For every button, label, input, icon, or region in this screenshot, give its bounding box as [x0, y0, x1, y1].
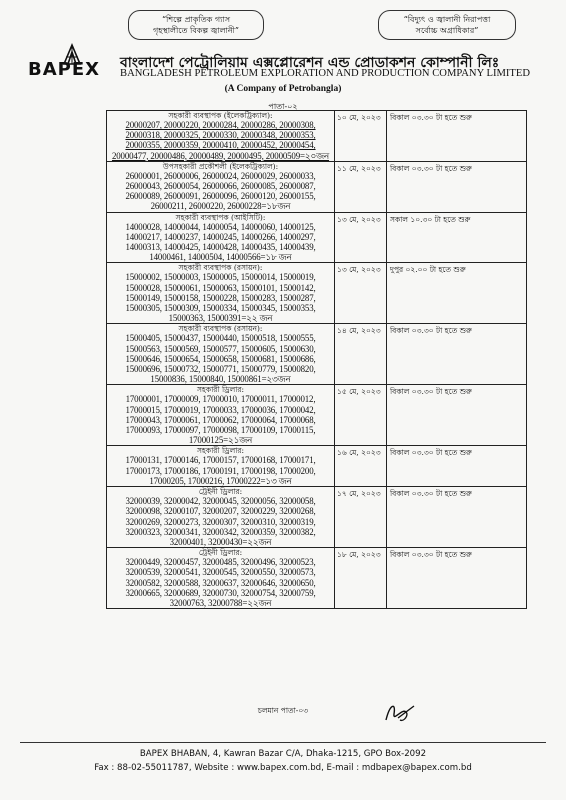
exam-date: ১৩ মে, ২০২৩ — [335, 212, 387, 263]
schedule-row — [107, 487, 527, 548]
company-name-english: BANGLADESH PETROLEUM EXPLORATION AND PRODUCTION COMPANY LIMITED — [120, 68, 531, 79]
roll-numbers-line: 32000763, 32000788=২২জন — [169, 597, 272, 608]
slogan-left — [128, 10, 264, 40]
roll-numbers-line: 32000582, 32000588, 32000637, 32000646, 32000650, — [125, 577, 316, 588]
schedule-row — [107, 161, 527, 212]
schedule-row — [107, 111, 527, 162]
schedule-row — [107, 548, 527, 609]
roll-numbers-line: 15000696, 15000732, 15000771, 15000779, 15000820, — [125, 364, 316, 375]
schedule-row — [107, 446, 527, 487]
roll-numbers-line: 14000217, 14000237, 14000245, 14000266, 14000297, — [125, 231, 316, 242]
roll-numbers-line: 32000323, 32000341, 32000342, 32000359, 32000382, — [125, 526, 316, 537]
roll-numbers-line: 17000131, 17000146, 17000157, 17000168, 17000171, — [125, 455, 316, 466]
roll-numbers-line: 17000173, 17000186, 17000191, 17000198, 17000200, — [125, 465, 316, 476]
roll-numbers-line: 15000028, 15000061, 15000063, 15000101, 15000142, — [125, 282, 316, 293]
slogan-left-line-1: “শিল্পে প্রাকৃতিক গ্যাস — [161, 15, 231, 24]
roll-numbers-line: 26000043, 26000054, 26000066, 26000085, 26000087, — [125, 181, 316, 192]
roll-numbers-line: 32000098, 32000107, 32000207, 32000229, 32000268, — [125, 506, 316, 517]
roll-numbers-line: 26000001, 26000006, 26000024, 26000029, 26000033, — [125, 170, 316, 181]
roll-numbers-line: 20000477, 20000486, 20000489, 20000495, 20000509=২০জন — [111, 150, 330, 161]
roll-numbers-line: 20000318, 20000325, 20000330, 20000348, 20000353, — [125, 130, 316, 141]
post-title: ট্রেইনী ড্রিলার: — [198, 487, 243, 497]
roll-numbers-line: 17000015, 17000019, 17000033, 17000036, 17000042, — [125, 404, 316, 415]
exam-date: ১৩ মে, ২০২৩ — [335, 263, 387, 324]
post-title: ট্রেইনী ড্রিলার: — [198, 548, 243, 558]
roll-numbers-line: 15000149, 15000158, 15000228, 15000283, 15000287, — [125, 292, 316, 303]
exam-time: বিকাল ০৩.৩০ টা হতে শুরু — [387, 487, 527, 548]
company-name-bangla: বাংলাদেশ পেট্রোলিয়াম এক্সপ্লোরেশন এন্ড প্রোডাকশন কোম্পানী লিঃ — [120, 55, 500, 71]
exam-time: বিকাল ০৩.৩০ টা হতে শুরু — [387, 324, 527, 385]
roll-numbers-line: 15000405, 15000437, 15000440, 15000518, 15000555, — [125, 333, 316, 344]
roll-numbers-line: 26000089, 26000091, 26000096, 26000120, 26000155, — [125, 191, 316, 202]
roll-numbers-line: 15000563, 15000569, 15000577, 15000605, 15000630, — [125, 343, 316, 354]
slogan-right — [378, 10, 516, 40]
exam-time: বিকাল ০৩.৩০ টা হতে শুরু — [387, 111, 527, 162]
page-number: পাতা-০২ — [268, 102, 298, 111]
roll-numbers-line: 15000305, 15000309, 15000334, 15000345, 15000353, — [125, 303, 316, 314]
slogan-left-line-2: গৃহস্থালীতে বিকল্প জ্বালানী” — [152, 26, 240, 35]
roll-numbers-line: 15000836, 15000840, 15000861=২৩জন — [150, 374, 291, 385]
footer-contact: Fax : 88-02-55011787, Website : www.bapex.com.bd, E-mail : mdbapex@bapex.com.bd — [94, 763, 472, 773]
roll-numbers-line: 17000043, 17000061, 17000062, 17000064, 17000068, — [125, 414, 316, 425]
exam-time: বিকাল ০৩.৩০ টা হতে শুরু — [387, 161, 527, 212]
exam-time: বিকাল ০৩.৩০ টা হতে শুরু — [387, 385, 527, 446]
roll-numbers-line: 32000401, 32000430=২২জন — [169, 536, 272, 547]
company-subtitle: (A Company of Petrobangla) — [224, 84, 342, 94]
logo-text: BAPEX — [28, 59, 101, 80]
exam-time: দুপুর ০২.০০ টা হতে শুরু — [387, 263, 527, 324]
footer-divider — [20, 742, 546, 743]
roll-numbers-line: 32000039, 32000042, 32000045, 32000056, 32000058, — [125, 496, 316, 507]
candidate-cell — [107, 385, 335, 446]
signature-icon — [380, 700, 420, 726]
exam-date: ১৭ মে, ২০২৩ — [335, 487, 387, 548]
roll-numbers-line: 15000363, 15000391=২২ জন — [168, 313, 273, 324]
roll-numbers-line: 20000207, 20000220, 20000284, 20000286, 20000308, — [125, 120, 316, 130]
exam-date: ১৬ মে, ২০২৩ — [335, 446, 387, 487]
schedule-row — [107, 385, 527, 446]
candidate-cell — [107, 111, 335, 162]
exam-time: সকাল ১০.৩০ টা হতে শুরু — [387, 212, 527, 263]
roll-numbers-line: 32000269, 32000273, 32000307, 32000310, 32000319, — [125, 516, 316, 527]
exam-schedule-table — [106, 110, 527, 609]
slogan-right-line-2: সর্বোচ্চ অগ্রাধিকার” — [415, 26, 479, 35]
schedule-row — [107, 263, 527, 324]
roll-numbers-line: 20000355, 20000359, 20000410, 20000452, 20000454, — [125, 140, 316, 151]
roll-numbers-line: 14000313, 14000425, 14000428, 14000435, 14000439, — [125, 242, 316, 253]
roll-numbers-line: 15000002, 15000003, 15000005, 15000014, 15000019, — [125, 272, 316, 283]
roll-numbers-line: 17000205, 17000216, 17000222=১৩ জন — [149, 475, 292, 486]
roll-numbers-line: 14000461, 14000504, 14000566=১৮ জন — [149, 252, 292, 263]
post-title: উপসহকারী প্রকৌশলী (ইলেকট্রিক্যাল): — [162, 161, 279, 171]
slogan-right-line-1: “বিদ্যুৎ ও জ্বালানী নিরাপত্তা — [403, 15, 491, 24]
candidate-cell — [107, 487, 335, 548]
roll-numbers-line: 17000001, 17000009, 17000010, 17000011, 17000012, — [125, 394, 316, 405]
candidate-cell — [107, 212, 335, 263]
continued-page-note: চলমান পাতা-০৩ — [257, 706, 309, 715]
roll-numbers-line: 32000539, 32000541, 32000545, 32000550, 32000573, — [125, 567, 316, 578]
post-title: সহকারী ড্রিলার: — [196, 385, 245, 395]
candidate-cell — [107, 446, 335, 487]
schedule-row — [107, 212, 527, 263]
exam-time: বিকাল ০৩.৩০ টা হতে শুরু — [387, 548, 527, 609]
roll-numbers-line: 26000211, 26000220, 26000228=১৮জন — [150, 201, 291, 212]
post-title: সহকারী ড্রিলার: — [196, 446, 245, 456]
exam-date: ১০ মে, ২০২৩ — [335, 111, 387, 162]
exam-date: ১৪ মে, ২০২৩ — [335, 324, 387, 385]
roll-numbers-line: 17000093, 17000097, 17000098, 17000109, 17000115, — [125, 425, 316, 436]
candidate-cell — [107, 324, 335, 385]
schedule-row — [107, 324, 527, 385]
roll-numbers-line: 15000646, 15000654, 15000658, 15000681, 15000686, — [125, 353, 316, 364]
candidate-cell — [107, 161, 335, 212]
roll-numbers-line: 32000449, 32000457, 32000485, 32000496, 32000523, — [125, 557, 316, 568]
exam-date: ১৮ মে, ২০২৩ — [335, 548, 387, 609]
candidate-cell — [107, 548, 335, 609]
post-title: সহকারী ব্যবস্থাপক (রসায়ন): — [178, 263, 263, 273]
exam-date: ১৫ মে, ২০২৩ — [335, 385, 387, 446]
post-title: সহকারী ব্যবস্থাপক (ইলেকট্রিক্যাল): — [168, 111, 273, 120]
exam-time: বিকাল ০৩.৩০ টা হতে শুরু — [387, 446, 527, 487]
roll-numbers-line: 17000125=২১জন — [188, 435, 253, 446]
post-title: সহকারী ব্যবস্থাপক (আইসিটি): — [175, 212, 266, 222]
exam-date: ১১ মে, ২০২৩ — [335, 161, 387, 212]
footer-address: BAPEX BHABAN, 4, Kawran Bazar C/A, Dhaka-1215, GPO Box-2092 — [139, 749, 427, 759]
candidate-cell — [107, 263, 335, 324]
post-title: সহকারী ব্যবস্থাপক (রসায়ন): — [178, 324, 263, 334]
roll-numbers-line: 14000028, 14000044, 14000054, 14000060, 14000125, — [125, 221, 316, 232]
roll-numbers-line: 32000665, 32000689, 32000730, 32000754, 32000759, — [125, 587, 316, 598]
